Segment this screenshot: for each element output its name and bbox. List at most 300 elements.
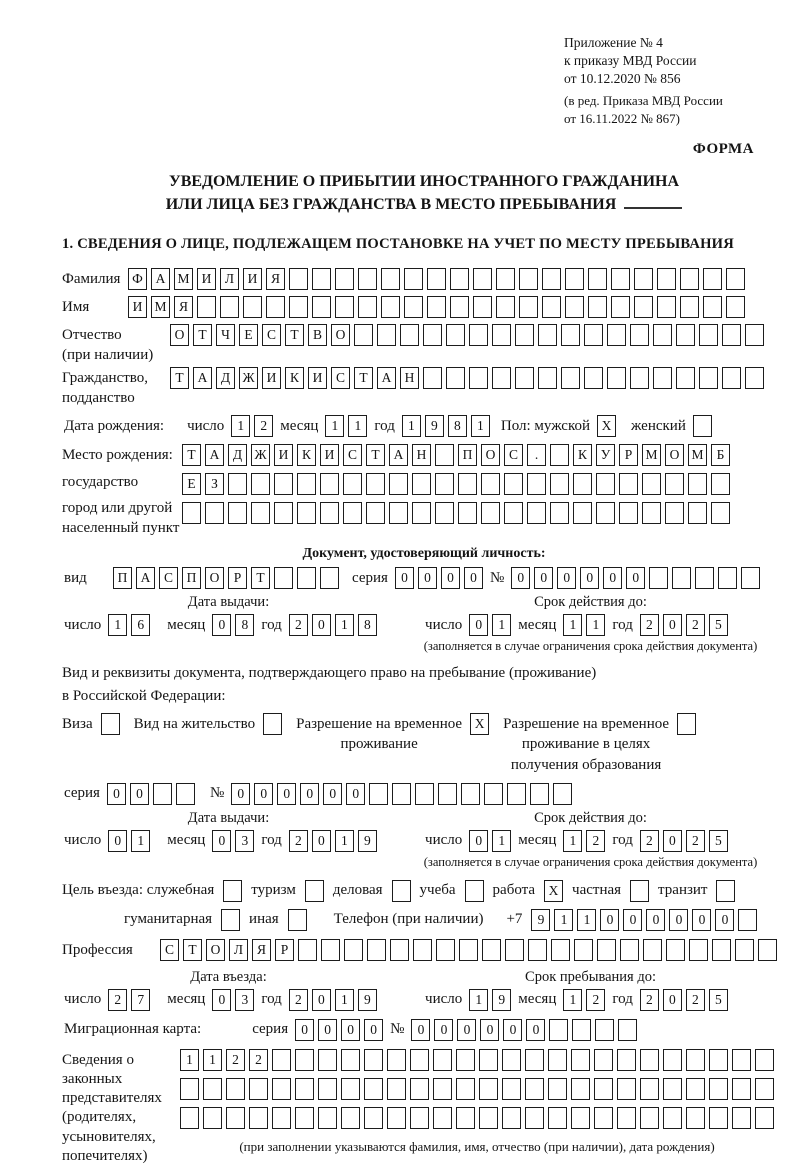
char-cell[interactable]: 0 bbox=[277, 783, 296, 805]
char-cell[interactable]: К bbox=[297, 444, 316, 466]
char-cell[interactable]: А bbox=[205, 444, 224, 466]
char-cell[interactable] bbox=[571, 1107, 590, 1129]
char-cell[interactable] bbox=[732, 1049, 751, 1071]
char-cell[interactable] bbox=[335, 296, 354, 318]
char-cell[interactable] bbox=[617, 1049, 636, 1071]
char-cell[interactable]: 2 bbox=[640, 989, 659, 1011]
char-cell[interactable] bbox=[738, 909, 757, 931]
char-cell[interactable] bbox=[473, 296, 492, 318]
char-cell[interactable]: 2 bbox=[586, 830, 605, 852]
char-cell[interactable] bbox=[732, 1078, 751, 1100]
char-cell[interactable] bbox=[703, 296, 722, 318]
char-cell[interactable] bbox=[561, 367, 580, 389]
char-cell[interactable] bbox=[318, 1107, 337, 1129]
char-cell[interactable] bbox=[755, 1107, 774, 1129]
char-cell[interactable] bbox=[427, 268, 446, 290]
char-cell[interactable]: 2 bbox=[289, 614, 308, 636]
char-cell[interactable]: 0 bbox=[312, 830, 331, 852]
char-cell[interactable]: 0 bbox=[364, 1019, 383, 1041]
char-cell[interactable] bbox=[344, 939, 363, 961]
char-cell[interactable] bbox=[573, 502, 592, 524]
transit-checkbox[interactable] bbox=[716, 880, 735, 902]
purpose-official-checkbox[interactable] bbox=[223, 880, 242, 902]
char-cell[interactable] bbox=[709, 1078, 728, 1100]
char-cell[interactable] bbox=[530, 783, 549, 805]
char-cell[interactable] bbox=[404, 296, 423, 318]
char-cell[interactable]: А bbox=[377, 367, 396, 389]
char-cell[interactable]: 5 bbox=[709, 989, 728, 1011]
char-cell[interactable]: М bbox=[688, 444, 707, 466]
char-cell[interactable] bbox=[550, 444, 569, 466]
char-cell[interactable] bbox=[479, 1107, 498, 1129]
char-cell[interactable] bbox=[479, 1049, 498, 1071]
char-cell[interactable]: Я bbox=[252, 939, 271, 961]
char-cell[interactable] bbox=[274, 473, 293, 495]
char-cell[interactable]: . bbox=[527, 444, 546, 466]
char-cell[interactable]: 0 bbox=[692, 909, 711, 931]
char-cell[interactable]: М bbox=[642, 444, 661, 466]
char-cell[interactable] bbox=[680, 268, 699, 290]
char-cell[interactable] bbox=[703, 268, 722, 290]
char-cell[interactable] bbox=[220, 296, 239, 318]
char-cell[interactable] bbox=[571, 1049, 590, 1071]
char-cell[interactable] bbox=[180, 1078, 199, 1100]
char-cell[interactable]: 0 bbox=[457, 1019, 476, 1041]
char-cell[interactable] bbox=[634, 296, 653, 318]
char-cell[interactable]: 0 bbox=[626, 567, 645, 589]
char-cell[interactable] bbox=[726, 296, 745, 318]
char-cell[interactable] bbox=[249, 1078, 268, 1100]
char-cell[interactable] bbox=[502, 1107, 521, 1129]
char-cell[interactable] bbox=[676, 367, 695, 389]
char-cell[interactable] bbox=[369, 783, 388, 805]
char-cell[interactable] bbox=[358, 296, 377, 318]
char-cell[interactable] bbox=[525, 1078, 544, 1100]
char-cell[interactable]: О bbox=[665, 444, 684, 466]
char-cell[interactable] bbox=[711, 502, 730, 524]
char-cell[interactable] bbox=[527, 502, 546, 524]
char-cell[interactable] bbox=[542, 268, 561, 290]
char-cell[interactable] bbox=[289, 296, 308, 318]
char-cell[interactable]: О bbox=[205, 567, 224, 589]
char-cell[interactable]: 1 bbox=[231, 415, 250, 437]
char-cell[interactable]: Л bbox=[229, 939, 248, 961]
char-cell[interactable] bbox=[686, 1107, 705, 1129]
char-cell[interactable]: 0 bbox=[469, 614, 488, 636]
char-cell[interactable]: 0 bbox=[312, 614, 331, 636]
char-cell[interactable] bbox=[686, 1049, 705, 1071]
char-cell[interactable]: Р bbox=[228, 567, 247, 589]
char-cell[interactable]: И bbox=[243, 268, 262, 290]
char-cell[interactable] bbox=[203, 1078, 222, 1100]
char-cell[interactable] bbox=[542, 296, 561, 318]
char-cell[interactable] bbox=[640, 1049, 659, 1071]
char-cell[interactable]: 1 bbox=[335, 989, 354, 1011]
char-cell[interactable]: 2 bbox=[254, 415, 273, 437]
temporary-residence-checkbox[interactable]: X bbox=[470, 713, 489, 735]
char-cell[interactable] bbox=[389, 502, 408, 524]
char-cell[interactable]: 0 bbox=[663, 614, 682, 636]
char-cell[interactable]: 1 bbox=[325, 415, 344, 437]
char-cell[interactable] bbox=[176, 783, 195, 805]
char-cell[interactable] bbox=[410, 1107, 429, 1129]
char-cell[interactable]: У bbox=[596, 444, 615, 466]
char-cell[interactable] bbox=[722, 367, 741, 389]
char-cell[interactable] bbox=[571, 1078, 590, 1100]
char-cell[interactable] bbox=[354, 324, 373, 346]
char-cell[interactable]: Т bbox=[193, 324, 212, 346]
char-cell[interactable] bbox=[297, 502, 316, 524]
char-cell[interactable]: 9 bbox=[492, 989, 511, 1011]
char-cell[interactable]: Р bbox=[275, 939, 294, 961]
char-cell[interactable]: А bbox=[151, 268, 170, 290]
char-cell[interactable] bbox=[272, 1049, 291, 1071]
char-cell[interactable] bbox=[653, 324, 672, 346]
char-cell[interactable] bbox=[400, 324, 419, 346]
char-cell[interactable] bbox=[415, 783, 434, 805]
char-cell[interactable] bbox=[438, 783, 457, 805]
char-cell[interactable]: 6 bbox=[131, 614, 150, 636]
char-cell[interactable] bbox=[456, 1107, 475, 1129]
char-cell[interactable]: 1 bbox=[577, 909, 596, 931]
char-cell[interactable]: В bbox=[308, 324, 327, 346]
char-cell[interactable] bbox=[528, 939, 547, 961]
char-cell[interactable]: 0 bbox=[254, 783, 273, 805]
char-cell[interactable]: 2 bbox=[686, 614, 705, 636]
char-cell[interactable] bbox=[446, 324, 465, 346]
char-cell[interactable]: 2 bbox=[686, 830, 705, 852]
char-cell[interactable] bbox=[640, 1078, 659, 1100]
char-cell[interactable]: К bbox=[285, 367, 304, 389]
char-cell[interactable] bbox=[343, 502, 362, 524]
char-cell[interactable] bbox=[295, 1049, 314, 1071]
char-cell[interactable] bbox=[527, 473, 546, 495]
char-cell[interactable] bbox=[387, 1078, 406, 1100]
char-cell[interactable]: Т bbox=[354, 367, 373, 389]
char-cell[interactable]: С bbox=[159, 567, 178, 589]
char-cell[interactable] bbox=[640, 1107, 659, 1129]
char-cell[interactable]: 5 bbox=[709, 830, 728, 852]
char-cell[interactable] bbox=[538, 324, 557, 346]
char-cell[interactable]: 0 bbox=[418, 567, 437, 589]
char-cell[interactable]: 0 bbox=[231, 783, 250, 805]
char-cell[interactable] bbox=[389, 473, 408, 495]
char-cell[interactable]: Т bbox=[251, 567, 270, 589]
char-cell[interactable]: И bbox=[274, 444, 293, 466]
char-cell[interactable] bbox=[735, 939, 754, 961]
char-cell[interactable] bbox=[745, 367, 764, 389]
char-cell[interactable] bbox=[251, 502, 270, 524]
char-cell[interactable] bbox=[272, 1107, 291, 1129]
char-cell[interactable]: 0 bbox=[346, 783, 365, 805]
char-cell[interactable] bbox=[205, 502, 224, 524]
char-cell[interactable]: 1 bbox=[586, 614, 605, 636]
char-cell[interactable] bbox=[666, 939, 685, 961]
char-cell[interactable]: 0 bbox=[212, 989, 231, 1011]
char-cell[interactable] bbox=[617, 1107, 636, 1129]
char-cell[interactable] bbox=[663, 1078, 682, 1100]
char-cell[interactable] bbox=[203, 1107, 222, 1129]
char-cell[interactable] bbox=[297, 473, 316, 495]
char-cell[interactable]: 0 bbox=[469, 830, 488, 852]
char-cell[interactable] bbox=[709, 1107, 728, 1129]
char-cell[interactable]: И bbox=[262, 367, 281, 389]
char-cell[interactable] bbox=[741, 567, 760, 589]
char-cell[interactable] bbox=[456, 1049, 475, 1071]
char-cell[interactable]: Р bbox=[619, 444, 638, 466]
char-cell[interactable] bbox=[320, 502, 339, 524]
char-cell[interactable] bbox=[341, 1078, 360, 1100]
char-cell[interactable]: Ф bbox=[128, 268, 147, 290]
char-cell[interactable] bbox=[620, 939, 639, 961]
char-cell[interactable]: 0 bbox=[464, 567, 483, 589]
char-cell[interactable]: 2 bbox=[226, 1049, 245, 1071]
char-cell[interactable] bbox=[709, 1049, 728, 1071]
char-cell[interactable]: 2 bbox=[108, 989, 127, 1011]
char-cell[interactable]: Т bbox=[285, 324, 304, 346]
char-cell[interactable] bbox=[249, 1107, 268, 1129]
char-cell[interactable] bbox=[496, 296, 515, 318]
char-cell[interactable] bbox=[515, 367, 534, 389]
char-cell[interactable] bbox=[619, 502, 638, 524]
char-cell[interactable]: Д bbox=[228, 444, 247, 466]
char-cell[interactable] bbox=[272, 1078, 291, 1100]
char-cell[interactable] bbox=[366, 502, 385, 524]
char-cell[interactable] bbox=[643, 939, 662, 961]
char-cell[interactable] bbox=[364, 1107, 383, 1129]
char-cell[interactable] bbox=[320, 567, 339, 589]
char-cell[interactable]: 7 bbox=[131, 989, 150, 1011]
char-cell[interactable] bbox=[630, 324, 649, 346]
char-cell[interactable] bbox=[689, 939, 708, 961]
char-cell[interactable] bbox=[525, 1049, 544, 1071]
char-cell[interactable] bbox=[758, 939, 777, 961]
char-cell[interactable] bbox=[619, 473, 638, 495]
char-cell[interactable] bbox=[427, 296, 446, 318]
char-cell[interactable]: А bbox=[193, 367, 212, 389]
char-cell[interactable] bbox=[450, 296, 469, 318]
char-cell[interactable]: С bbox=[331, 367, 350, 389]
study-checkbox[interactable] bbox=[465, 880, 484, 902]
char-cell[interactable] bbox=[274, 502, 293, 524]
char-cell[interactable] bbox=[755, 1078, 774, 1100]
char-cell[interactable] bbox=[711, 473, 730, 495]
char-cell[interactable]: 0 bbox=[526, 1019, 545, 1041]
char-cell[interactable]: 0 bbox=[480, 1019, 499, 1041]
char-cell[interactable] bbox=[665, 473, 684, 495]
char-cell[interactable]: 0 bbox=[212, 614, 231, 636]
char-cell[interactable] bbox=[504, 473, 523, 495]
char-cell[interactable] bbox=[412, 502, 431, 524]
char-cell[interactable]: Н bbox=[412, 444, 431, 466]
char-cell[interactable]: 8 bbox=[235, 614, 254, 636]
char-cell[interactable] bbox=[446, 367, 465, 389]
char-cell[interactable]: С bbox=[160, 939, 179, 961]
char-cell[interactable]: 0 bbox=[503, 1019, 522, 1041]
char-cell[interactable]: М bbox=[174, 268, 193, 290]
char-cell[interactable] bbox=[297, 567, 316, 589]
char-cell[interactable] bbox=[745, 324, 764, 346]
char-cell[interactable] bbox=[665, 502, 684, 524]
char-cell[interactable] bbox=[663, 1107, 682, 1129]
char-cell[interactable]: Я bbox=[174, 296, 193, 318]
char-cell[interactable] bbox=[461, 783, 480, 805]
char-cell[interactable] bbox=[413, 939, 432, 961]
char-cell[interactable]: 1 bbox=[402, 415, 421, 437]
char-cell[interactable] bbox=[504, 502, 523, 524]
char-cell[interactable] bbox=[548, 1078, 567, 1100]
char-cell[interactable]: 9 bbox=[358, 989, 377, 1011]
char-cell[interactable] bbox=[642, 473, 661, 495]
char-cell[interactable] bbox=[295, 1107, 314, 1129]
char-cell[interactable]: 1 bbox=[108, 614, 127, 636]
char-cell[interactable] bbox=[228, 473, 247, 495]
char-cell[interactable] bbox=[377, 324, 396, 346]
char-cell[interactable]: 1 bbox=[492, 614, 511, 636]
char-cell[interactable] bbox=[180, 1107, 199, 1129]
char-cell[interactable]: Ж bbox=[251, 444, 270, 466]
char-cell[interactable] bbox=[473, 268, 492, 290]
char-cell[interactable] bbox=[551, 939, 570, 961]
char-cell[interactable] bbox=[433, 1107, 452, 1129]
char-cell[interactable]: 1 bbox=[469, 989, 488, 1011]
char-cell[interactable]: И bbox=[320, 444, 339, 466]
char-cell[interactable]: 5 bbox=[709, 614, 728, 636]
char-cell[interactable] bbox=[594, 1078, 613, 1100]
char-cell[interactable] bbox=[341, 1107, 360, 1129]
char-cell[interactable]: 0 bbox=[534, 567, 553, 589]
char-cell[interactable]: 0 bbox=[580, 567, 599, 589]
char-cell[interactable] bbox=[364, 1078, 383, 1100]
char-cell[interactable] bbox=[228, 502, 247, 524]
char-cell[interactable] bbox=[596, 473, 615, 495]
char-cell[interactable]: 0 bbox=[715, 909, 734, 931]
char-cell[interactable] bbox=[505, 939, 524, 961]
char-cell[interactable] bbox=[410, 1078, 429, 1100]
char-cell[interactable]: 0 bbox=[395, 567, 414, 589]
char-cell[interactable] bbox=[366, 473, 385, 495]
char-cell[interactable]: П bbox=[113, 567, 132, 589]
char-cell[interactable] bbox=[607, 367, 626, 389]
char-cell[interactable]: 0 bbox=[441, 567, 460, 589]
char-cell[interactable] bbox=[433, 1078, 452, 1100]
char-cell[interactable] bbox=[458, 473, 477, 495]
char-cell[interactable]: 0 bbox=[212, 830, 231, 852]
char-cell[interactable] bbox=[507, 783, 526, 805]
char-cell[interactable]: 1 bbox=[471, 415, 490, 437]
char-cell[interactable]: Е bbox=[182, 473, 201, 495]
char-cell[interactable] bbox=[649, 567, 668, 589]
sex-male-checkbox[interactable]: X bbox=[597, 415, 616, 437]
char-cell[interactable] bbox=[295, 1078, 314, 1100]
char-cell[interactable] bbox=[367, 939, 386, 961]
char-cell[interactable] bbox=[298, 939, 317, 961]
char-cell[interactable]: 1 bbox=[492, 830, 511, 852]
char-cell[interactable]: И bbox=[308, 367, 327, 389]
char-cell[interactable] bbox=[680, 296, 699, 318]
char-cell[interactable]: 0 bbox=[600, 909, 619, 931]
char-cell[interactable] bbox=[502, 1078, 521, 1100]
residence-permit-checkbox[interactable] bbox=[263, 713, 282, 735]
char-cell[interactable]: И bbox=[197, 268, 216, 290]
char-cell[interactable] bbox=[381, 296, 400, 318]
char-cell[interactable] bbox=[594, 1049, 613, 1071]
char-cell[interactable] bbox=[423, 324, 442, 346]
char-cell[interactable] bbox=[469, 324, 488, 346]
char-cell[interactable] bbox=[718, 567, 737, 589]
char-cell[interactable] bbox=[482, 939, 501, 961]
char-cell[interactable] bbox=[565, 268, 584, 290]
char-cell[interactable] bbox=[519, 296, 538, 318]
char-cell[interactable] bbox=[335, 268, 354, 290]
char-cell[interactable]: 0 bbox=[663, 989, 682, 1011]
char-cell[interactable] bbox=[318, 1049, 337, 1071]
char-cell[interactable] bbox=[289, 268, 308, 290]
char-cell[interactable]: Ж bbox=[239, 367, 258, 389]
char-cell[interactable]: О bbox=[206, 939, 225, 961]
char-cell[interactable]: К bbox=[573, 444, 592, 466]
char-cell[interactable]: Л bbox=[220, 268, 239, 290]
char-cell[interactable]: 0 bbox=[669, 909, 688, 931]
char-cell[interactable] bbox=[538, 367, 557, 389]
char-cell[interactable] bbox=[565, 296, 584, 318]
char-cell[interactable]: Т bbox=[183, 939, 202, 961]
char-cell[interactable]: 3 bbox=[235, 989, 254, 1011]
char-cell[interactable]: 1 bbox=[180, 1049, 199, 1071]
char-cell[interactable]: И bbox=[128, 296, 147, 318]
temporary-residence-education-checkbox[interactable] bbox=[677, 713, 696, 735]
char-cell[interactable] bbox=[436, 939, 455, 961]
char-cell[interactable] bbox=[594, 1107, 613, 1129]
char-cell[interactable]: 1 bbox=[563, 830, 582, 852]
char-cell[interactable] bbox=[387, 1049, 406, 1071]
char-cell[interactable]: Т bbox=[366, 444, 385, 466]
char-cell[interactable] bbox=[548, 1049, 567, 1071]
char-cell[interactable] bbox=[672, 567, 691, 589]
char-cell[interactable]: 1 bbox=[554, 909, 573, 931]
char-cell[interactable]: Я bbox=[266, 268, 285, 290]
char-cell[interactable]: А bbox=[389, 444, 408, 466]
char-cell[interactable]: 1 bbox=[348, 415, 367, 437]
char-cell[interactable] bbox=[243, 296, 262, 318]
char-cell[interactable] bbox=[423, 367, 442, 389]
char-cell[interactable] bbox=[688, 502, 707, 524]
char-cell[interactable] bbox=[584, 324, 603, 346]
char-cell[interactable] bbox=[312, 296, 331, 318]
char-cell[interactable]: О bbox=[170, 324, 189, 346]
char-cell[interactable]: С bbox=[262, 324, 281, 346]
char-cell[interactable] bbox=[312, 268, 331, 290]
char-cell[interactable]: Ч bbox=[216, 324, 235, 346]
char-cell[interactable] bbox=[404, 268, 423, 290]
char-cell[interactable] bbox=[653, 367, 672, 389]
char-cell[interactable] bbox=[450, 268, 469, 290]
char-cell[interactable] bbox=[318, 1078, 337, 1100]
char-cell[interactable] bbox=[676, 324, 695, 346]
char-cell[interactable] bbox=[561, 324, 580, 346]
char-cell[interactable] bbox=[584, 367, 603, 389]
char-cell[interactable]: 0 bbox=[603, 567, 622, 589]
char-cell[interactable]: О bbox=[481, 444, 500, 466]
char-cell[interactable] bbox=[481, 502, 500, 524]
char-cell[interactable] bbox=[688, 473, 707, 495]
char-cell[interactable]: 0 bbox=[108, 830, 127, 852]
char-cell[interactable] bbox=[549, 1019, 568, 1041]
char-cell[interactable] bbox=[607, 324, 626, 346]
char-cell[interactable] bbox=[515, 324, 534, 346]
char-cell[interactable] bbox=[502, 1049, 521, 1071]
char-cell[interactable] bbox=[595, 1019, 614, 1041]
